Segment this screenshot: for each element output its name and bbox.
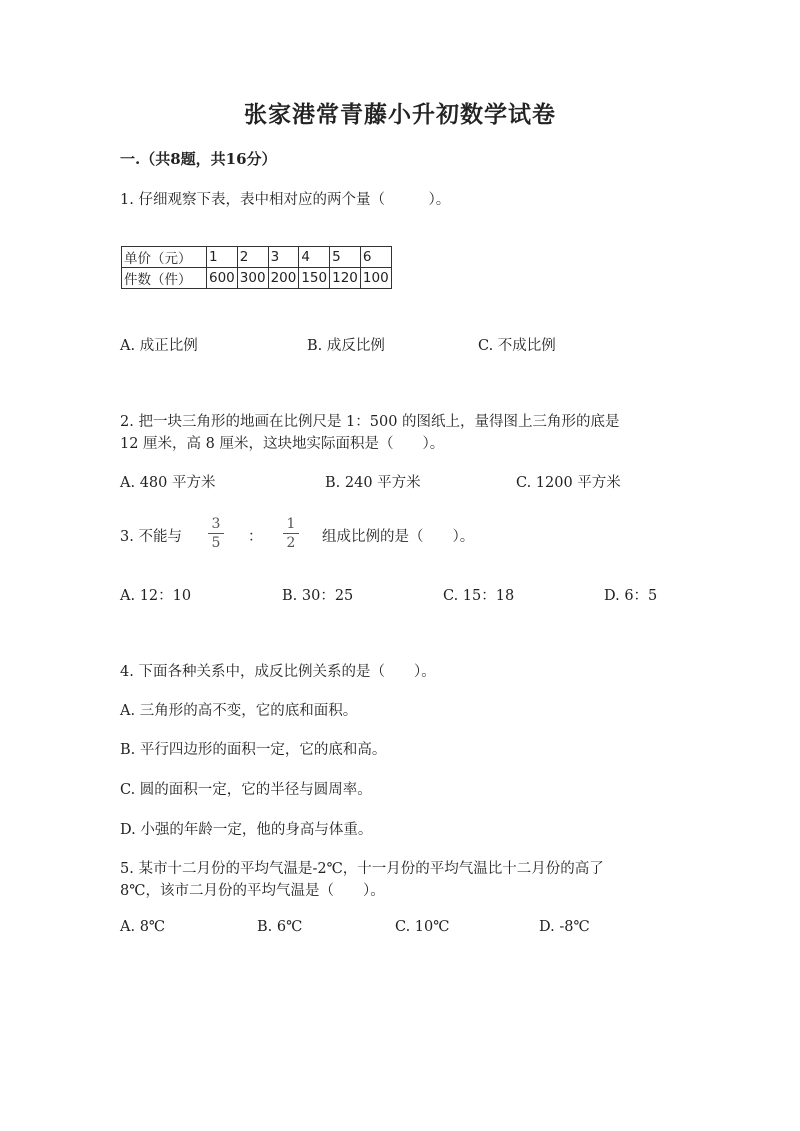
question-2-line-1: 2. 把一块三角形的地画在比例尺是 1：500 的图纸上，量得图上三角形的底是 [120, 414, 620, 430]
table-row [122, 247, 392, 268]
fraction-three-fifths [206, 516, 226, 551]
question-2-option-a: A. 480 平方米 [120, 475, 216, 491]
question-2-option-c: C. 1200 平方米 [516, 475, 621, 491]
price-quantity-table [121, 246, 392, 289]
table-cell: 300 [237, 268, 268, 289]
question-1-text: 1. 仔细观察下表，表中相对应的两个量（ ）。 [120, 192, 451, 208]
table-cell: 200 [268, 268, 299, 289]
question-3-suffix: 组成比例的是（ ）。 [322, 529, 475, 545]
table-cell: 2 [237, 247, 268, 268]
question-5-option-b: B. 6℃ [257, 919, 303, 935]
question-5-line-2: 8℃，该市二月份的平均气温是（ ）。 [120, 883, 385, 899]
fraction-numerator: 3 [211, 516, 221, 532]
question-4-option-b: B. 平行四边形的面积一定，它的底和高。 [120, 742, 387, 758]
question-4-option-d: D. 小强的年龄一定，他的身高与体重。 [120, 822, 373, 838]
question-5-option-a: A. 8℃ [120, 919, 166, 935]
question-3-option-a: A. 12：10 [120, 588, 192, 604]
question-3-prefix: 3. 不能与 [120, 529, 182, 545]
fraction-bar [208, 533, 224, 534]
table-cell: 件数（件） [122, 268, 207, 289]
fraction-one-half [281, 516, 301, 551]
question-4-text: 4. 下面各种关系中，成反比例关系的是（ ）。 [120, 664, 436, 680]
table-cell: 3 [268, 247, 299, 268]
question-3-option-b: B. 30：25 [282, 588, 354, 604]
question-2-option-b: B. 240 平方米 [325, 475, 421, 491]
question-5-line-1: 5. 某市十二月份的平均气温是-2℃，十一月份的平均气温比十二月份的高了 [120, 861, 604, 877]
table-cell: 单价（元） [122, 247, 207, 268]
section-heading: 一.（共8题，共16分） [120, 150, 277, 168]
question-5-option-d: D. -8℃ [539, 919, 590, 935]
ratio-colon: ： [248, 529, 263, 545]
table-cell: 150 [299, 268, 330, 289]
fraction-numerator: 1 [286, 516, 296, 532]
question-4-option-c: C. 圆的面积一定，它的半径与圆周率。 [120, 782, 372, 798]
question-3-option-d: D. 6：5 [604, 588, 658, 604]
question-1-option-b: B. 成反比例 [307, 338, 385, 354]
table-cell: 4 [299, 247, 330, 268]
fraction-denominator: 2 [286, 535, 296, 551]
table-cell: 1 [207, 247, 238, 268]
question-1-option-c: C. 不成比例 [478, 338, 556, 354]
page-title: 张家港常青藤小升初数学试卷 [244, 101, 556, 128]
table-cell: 5 [330, 247, 361, 268]
fraction-denominator: 5 [211, 535, 221, 551]
table-cell: 6 [360, 247, 391, 268]
table-row [122, 268, 392, 289]
fraction-bar [283, 533, 299, 534]
table-cell: 100 [360, 268, 391, 289]
question-5-option-c: C. 10℃ [395, 919, 450, 935]
question-1-option-a: A. 成正比例 [120, 338, 198, 354]
question-3-option-c: C. 15：18 [443, 588, 515, 604]
question-2-line-2: 12 厘米，高 8 厘米，这块地实际面积是（ ）。 [120, 436, 445, 452]
table-cell: 120 [330, 268, 361, 289]
table-cell: 600 [207, 268, 238, 289]
question-4-option-a: A. 三角形的高不变，它的底和面积。 [120, 703, 358, 719]
